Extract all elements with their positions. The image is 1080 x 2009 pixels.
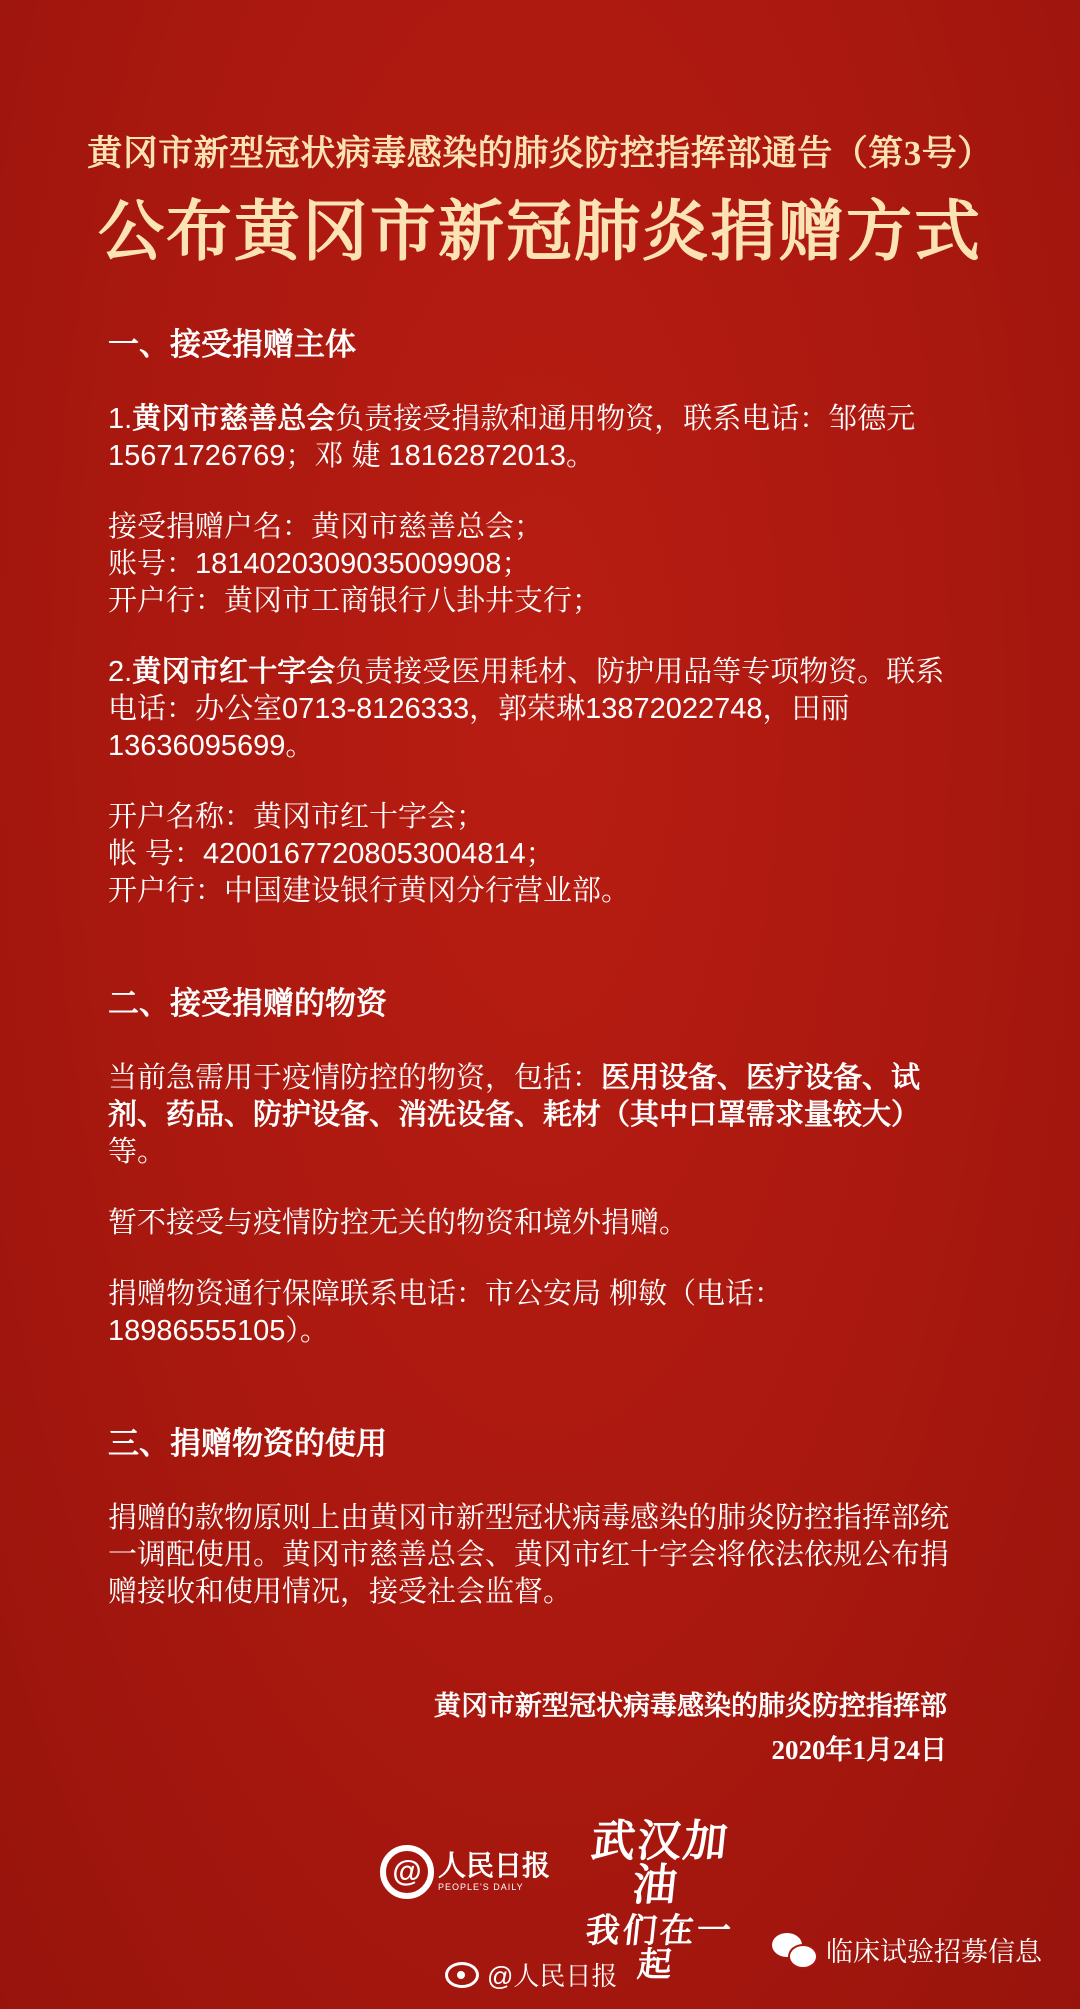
signature-block	[434, 1684, 947, 1772]
weibo-icon	[445, 1962, 479, 1988]
recipient-2-text: 负责接受医用耗材、防护用品等专项物资。联系电话：办公室0713-8126333，郭荣琳13872022748，田丽13636095699。	[108, 656, 945, 762]
wechat-watermark-text: 临床试验招募信息	[826, 1937, 1042, 1967]
account-2-number: 帐 号：42001677208053004814；	[108, 838, 555, 870]
section-heading-donation-recipients: 一、接受捐赠主体	[108, 327, 356, 362]
item-number: 2.	[108, 656, 133, 688]
signature-date: 2020年1月24日	[771, 1735, 947, 1765]
account-1-bank: 开户行：黄冈市工商银行八卦井支行；	[108, 585, 602, 617]
section-heading-usage: 三、捐赠物资的使用	[108, 1426, 387, 1461]
item-number: 1.	[108, 403, 133, 435]
account-1-name: 接受捐赠户名：黄冈市慈善总会；	[108, 511, 544, 543]
peoples-daily-logo	[380, 1845, 550, 1899]
slogan-line-1: 武汉加油	[588, 1817, 732, 1910]
notice-subtitle: 黄冈市新型冠状病毒感染的肺炎防控指挥部通告（第3号）	[87, 134, 993, 173]
needs-suffix: 等。	[108, 1136, 167, 1168]
wechat-icon	[772, 1933, 816, 1967]
notice-body	[108, 325, 968, 1611]
account-2-name: 开户名称：黄冈市红十字会；	[108, 801, 486, 833]
weibo-watermark-text: @人民日报	[487, 1961, 618, 1991]
wechat-watermark	[772, 1930, 1042, 1969]
org-name-charity: 黄冈市慈善总会	[132, 403, 336, 435]
at-sign-icon: @	[380, 1845, 434, 1899]
recipient-1-text: 负责接受捐款和通用物资，联系电话：邹德元 15671726769；邓 婕 18162872013。	[108, 403, 916, 472]
rejected-donations-text: 暂不接受与疫情防控无关的物资和境外捐赠。	[108, 1207, 689, 1239]
section-heading-accepted-supplies: 二、接受捐赠的物资	[108, 986, 387, 1021]
notice-title: 公布黄冈市新冠肺炎捐赠方式	[98, 193, 982, 270]
account-2-bank: 开户行：中国建设银行黄冈分行营业部。	[108, 875, 631, 907]
recipient-1-description	[108, 401, 968, 475]
account-1-number: 账号：1814020309035009908；	[108, 548, 531, 580]
needs-prefix: 当前急需用于疫情防控的物资，包括：	[108, 1062, 602, 1094]
usage-text: 捐赠的款物原则上由黄冈市新型冠状病毒感染的肺炎防控指挥部统一调配使用。黄冈市慈善总会、黄冈市红十字会将依法依规公布捐赠接收和使用情况，接受社会监督。	[108, 1502, 950, 1608]
peoples-daily-logo-cn: 人民日报	[438, 1850, 551, 1881]
org-name-red-cross: 黄冈市红十字会	[132, 656, 336, 688]
signature-org: 黄冈市新型冠状病毒感染的肺炎防控指挥部	[434, 1691, 947, 1721]
needs-list: 医用设备、医疗设备、试剂、药品、防护设备、消洗设备、耗材（其中口罩需求量较大）	[108, 1062, 921, 1131]
needed-supplies-text	[108, 1060, 968, 1171]
header	[0, 130, 1080, 272]
slogan-line-2: 我们在一起	[583, 1912, 736, 1984]
transport-contact-text: 捐赠物资通行保障联系电话：市公安局 柳敏（电话：18986555105）。	[108, 1278, 784, 1347]
recipient-2-description	[108, 654, 968, 765]
weibo-watermark	[445, 1956, 617, 1993]
peoples-daily-logo-en: PEOPLE'S DAILY	[438, 1882, 524, 1892]
